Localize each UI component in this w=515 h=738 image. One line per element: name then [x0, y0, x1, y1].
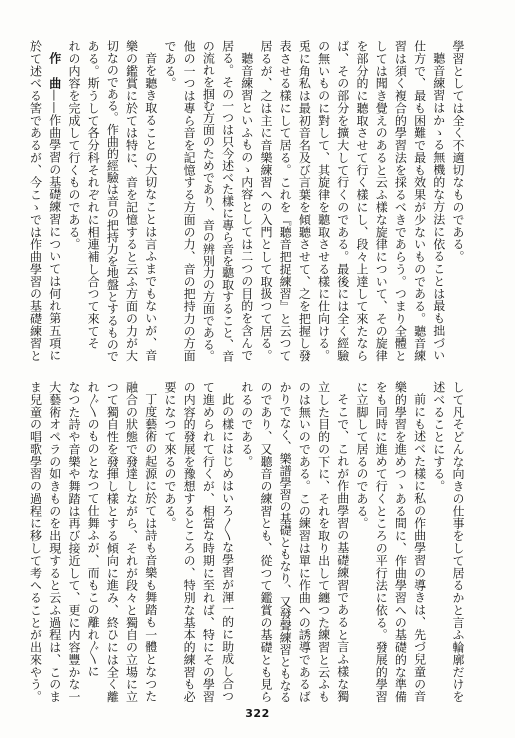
- text-line: の流れを掴む方面のためであり、音の辨別力の方面である。: [201, 40, 216, 363]
- text-line: ま兒童の唱歌學習の過程に移して考へることが出來やう。: [28, 381, 43, 703]
- text-line: の内容的發展を豫想するところの、特別な基本的練習も必: [182, 381, 197, 703]
- text-line: 學習としては全く不適切なものである。: [451, 40, 465, 263]
- text-line: 前にも述べた樣に私の作曲學習の導きは、先づ兒童の音: [412, 393, 427, 703]
- text-line: れの内容を完成して行くものである。: [66, 40, 81, 251]
- text-line: ある。斯うして各分科それぞれに相連補し合つて來てそ: [86, 40, 101, 350]
- text-line: ば、その部分を擴大して行くのである。最後には全く經驗: [335, 40, 350, 362]
- text-line: 仕方で、最も困難で最も效果が少ないものである。聽音練: [412, 40, 427, 362]
- text-line: れ〴〵のものとなつて仕舞ふが、而もこの離れ〴〵に: [86, 381, 101, 678]
- text-line: 丁度藝術の起源に於ては詩も音樂も舞踏も一體となつた: [143, 393, 158, 703]
- text-line: [45, 40, 64, 362]
- text-line: つて獨自性を發揮し樣とする傾向に進み、終ひには全く離: [105, 381, 120, 703]
- text-line: 樂の鑑賞に於ては特に、音を記憶すると云ふ方面の力が大: [124, 40, 139, 362]
- text-line: して凡そどんな向きの仕事をして居るかと言ふ輪廓だけを: [451, 381, 465, 703]
- text-line: 切なのである。作曲的經驗は音の把持力を地盤とするもので: [105, 40, 120, 363]
- text-line: 聽音練習といふものゝ内容としては二つの目的を含んで: [239, 52, 254, 362]
- text-line: 表させる樣にして居る。これを『聽音把捉練習』と云つて: [278, 40, 293, 362]
- text-line: 要になつて來るのである。: [162, 381, 177, 530]
- text-line: に立脚して居るのである。: [354, 381, 369, 530]
- text-line: 音を聽き取ることの大切なことは言ふまでもないが、音: [143, 52, 158, 362]
- text-line: を部分的に聽取させて行く樣にし、段々上達して來たなら: [354, 40, 369, 362]
- text-line: しては聞き覺えのあると云ふ樣な旋律について、その旋律: [374, 40, 389, 362]
- upper-text-block: [25, 40, 467, 362]
- text-line: 習は須く複合的學習法を採るべきであらう。つまり全體と: [393, 40, 408, 362]
- text-line: て進められて行くが、相當な時期に至れば、特にその學習: [201, 381, 216, 703]
- text-line: のは無いのである。この練習は單に作曲への誘導であるば: [297, 381, 312, 703]
- lower-text-block: [25, 381, 467, 703]
- text-line: をも同時に進めて行くところの平行法に依る。發展的學習: [374, 381, 389, 703]
- text-line: 聽音練習はかゝる無機的な方法に依ることは最も拙づい: [431, 52, 446, 362]
- text-line: 此の樣にはじめはいろ〳〵な學習が渾一的に助成し合つ: [220, 393, 235, 703]
- text-line: かりでなく、樂譜學習の基礎ともなり、又發聲練習ともなる: [278, 381, 293, 704]
- text-line: 他の一つは專ら音を記憶する方面の力、音の把持力の方面: [182, 40, 197, 362]
- text-line: のであり、又聽音の練習とも、從つて鑑賞の基礎とも見ら: [258, 381, 273, 703]
- text-line: 融合の狀態で發達しながら、それが段々と獨自の立場に立: [124, 381, 139, 703]
- text-run: ——作曲學習の基礎練習については何れ第五項に: [47, 89, 62, 362]
- text-line: 居る。その一つは只今述べた樣に專ら音を聽取すること、音: [220, 40, 235, 363]
- text-line: なつた詩や音樂や舞踏は再び接近して、更に内容豐かな一: [66, 381, 81, 703]
- text-line: れるのである。: [239, 381, 254, 468]
- text-line: 大藝術オペラの如きものを出現すると云ふ過程は、このま: [47, 381, 62, 703]
- text-line: 立した目的の下に、それを取り出して纏つた練習と云ふも: [316, 381, 331, 703]
- text-line: 居るが、之は主に音樂練習への入門として取扱つて居る。: [258, 40, 273, 362]
- text-line: 述べることにする。: [431, 381, 446, 493]
- text-line: 樂的學習を進めつゝある間に、作曲學習への基礎的な準備: [393, 381, 408, 703]
- text-line: である。: [162, 40, 177, 90]
- text-line: 兎に角私は最初音名及び言葉を傾聽させて、之を把握し發: [297, 40, 312, 362]
- section-heading: 作 曲: [47, 52, 62, 90]
- text-line: の無いものに對して、其旋律を聽取させる樣に仕向ける。: [316, 40, 331, 362]
- text-line: そこで、これが作曲學習の基礎練習であると言ふ樣な獨: [335, 393, 350, 703]
- page-number: 322: [245, 707, 270, 720]
- text-line: 於て述べる筈であるが、今こゝでは作曲學習の基礎練習と: [28, 40, 43, 362]
